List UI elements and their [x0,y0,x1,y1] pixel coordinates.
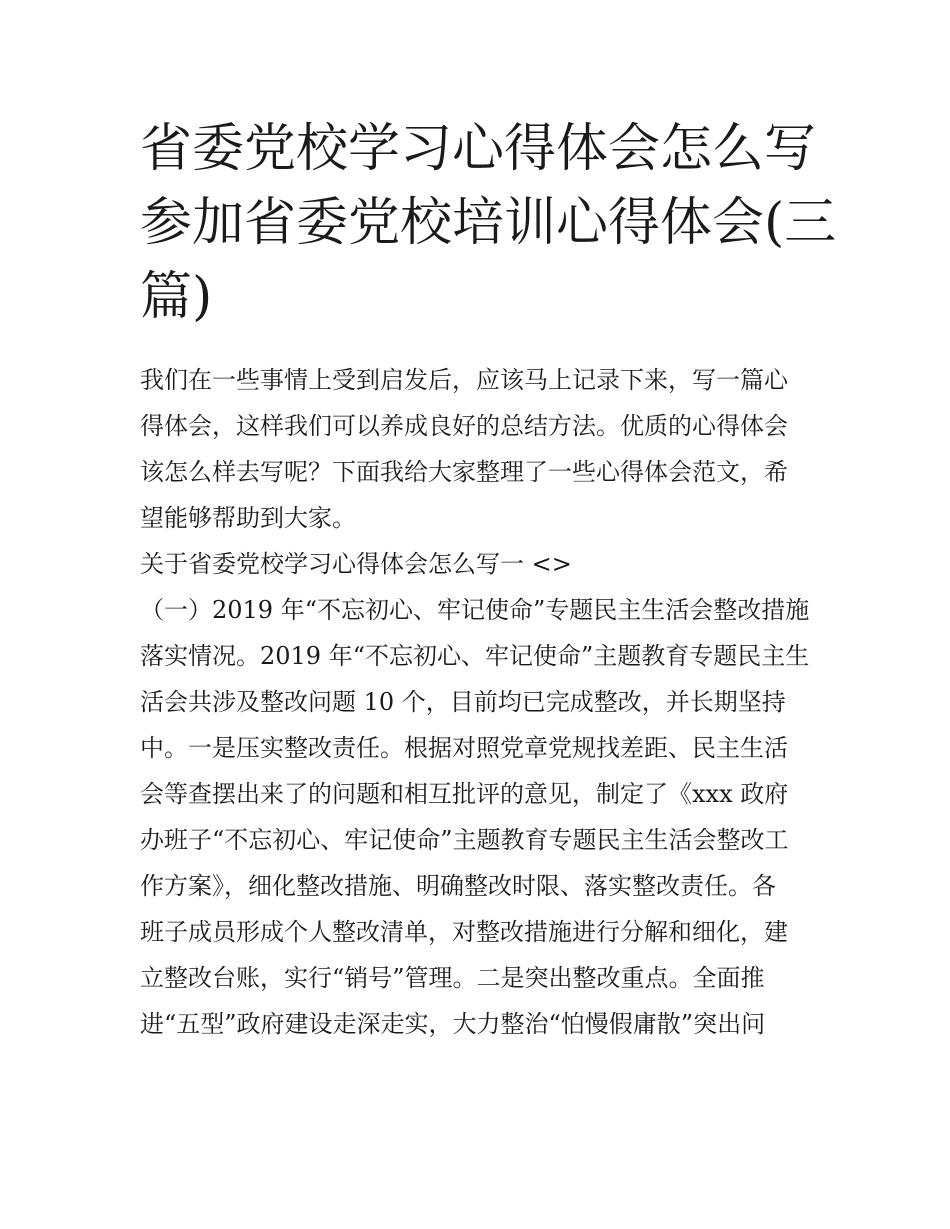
body-line: 会等查摆出来了的问题和相互批评的意见，制定了《xxx 政府 [140,780,789,808]
body-line: 立整改台账，实行“销号”管理。二是突出整改重点。全面推 [140,964,765,992]
body-line: 中。一是压实整改责任。根据对照党章党规找差距、民主生活 [140,734,788,762]
body-line: 我们在一些事情上受到启发后，应该马上记录下来，写一篇心 [140,366,788,394]
body-line: （一）2019 年“不忘初心、牢记使命”专题民主生活会整改措施 [140,596,810,624]
body-line: 作方案》，细化整改措施、明确整改时限、落实整改责任。各 [140,872,776,900]
body-line: 活会共涉及整改问题 10 个，目前均已完成整改，并长期坚持 [140,688,786,716]
document-body [140,357,820,1047]
title-line: 篇) [140,267,213,327]
body-line: 进“五型”政府建设走深走实，大力整治“怕慢假庸散”突出问 [140,1010,766,1038]
body-line: 望能够帮助到大家。 [140,504,356,532]
body-line: 落实情况。2019 年“不忘初心、牢记使命”主题教育专题民主生 [140,642,810,670]
body-line: 得体会，这样我们可以养成良好的总结方法。优质的心得体会 [140,412,788,440]
body-line: 该怎么样去写呢？下面我给大家整理了一些心得体会范文，希 [140,458,788,486]
section-heading: 关于省委党校学习心得体会怎么写一 <> [140,550,572,578]
body-line: 办班子“不忘初心、牢记使命”主题教育专题民主生活会整改工 [140,826,789,854]
title-line: 省委党校学习心得体会怎么写 [140,119,817,179]
body-line: 班子成员形成个人整改清单，对整改措施进行分解和细化，建 [140,918,788,946]
title-line: 参加省委党校培训心得体会(三 [140,193,837,253]
document-title [140,112,837,334]
